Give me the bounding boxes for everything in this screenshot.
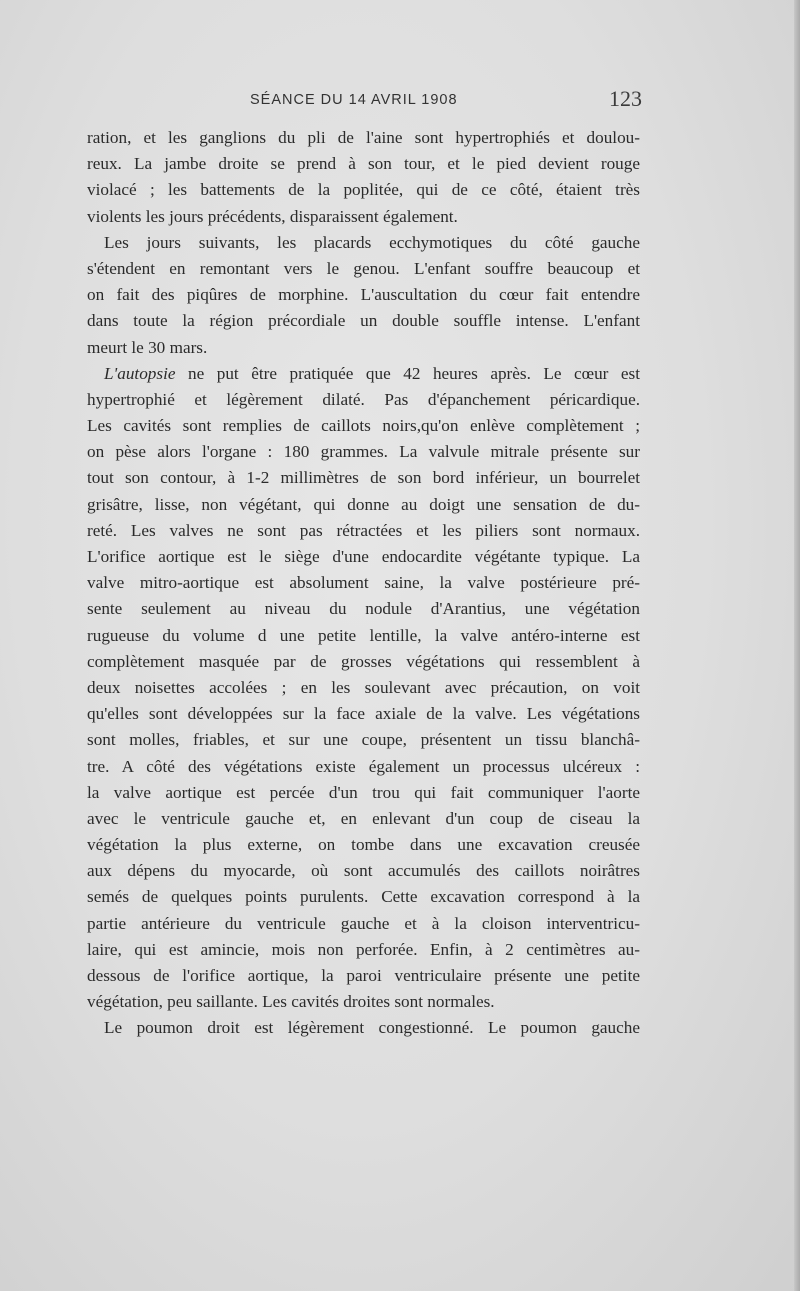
text-line: violents les jours précédents, disparaissent également. <box>87 206 458 226</box>
text-line: végétation, peu saillante. Les cavités droites sont normales. <box>87 992 495 1012</box>
text-line: sente seulement au niveau du nodule d'Arantius, une végétation <box>87 599 640 619</box>
text-line: Les cavités sont remplies de caillots noirs,qu'on enlève complètement ; <box>87 416 640 436</box>
text-line: deux noisettes accolées ; en les soulevant avec précaution, on voit <box>87 677 640 697</box>
text-line: aux dépens du myocarde, où sont accumulés des caillots noirâtres <box>87 861 640 881</box>
text-line: sont molles, friables, et sur une coupe, présentent un tissu blanchâ- <box>87 730 640 750</box>
text-line: s'étendent en remontant vers le genou. L'enfant souffre beaucoup et <box>87 258 640 278</box>
page-header <box>90 86 642 111</box>
text-line: dans toute la région précordiale un double souffle intense. L'enfant <box>87 311 640 331</box>
text-line: valve mitro-aortique est absolument saine, la valve postérieure pré- <box>87 573 640 593</box>
page-number: 123 <box>609 86 642 111</box>
page-edge-shadow <box>794 0 800 1291</box>
text-line: meurt le 30 mars. <box>87 337 208 357</box>
text-line: reté. Les valves ne sont pas rétractées et les piliers sont normaux. <box>87 520 640 540</box>
autopsie-rest: ne put être pratiquée que 42 heures après. Le cœur est <box>175 363 640 383</box>
text-line: ration, et les ganglions du pli de l'aine sont hypertrophiés et doulou- <box>87 128 640 147</box>
text-line: violacé ; les battements de la poplitée, qui de ce côté, étaient très <box>87 180 640 200</box>
text-line: on pèse alors l'organe : 180 grammes. La valvule mitrale présente sur <box>87 442 640 462</box>
running-head: SÉANCE DU 14 AVRIL 1908 <box>250 92 458 108</box>
text-line: tre. A côté des végétations existe également un processus ulcéreux : <box>87 756 640 776</box>
text-line: dessous de l'orifice aortique, la paroi ventriculaire présente une petite <box>87 966 640 985</box>
text-line: avec le ventricule gauche et, en enlevant d'un coup de ciseau la <box>87 808 640 828</box>
body-text <box>87 125 640 1042</box>
text-line-autopsie <box>87 361 640 387</box>
text-line: partie antérieure du ventricule gauche et à la cloison interventricu- <box>87 913 640 933</box>
autopsie-italic: L'autopsie <box>104 363 176 383</box>
text-line: qu'elles sont développées sur la face axiale de la valve. Les végétations <box>87 704 640 724</box>
text-line: végétation la plus externe, on tombe dans une excavation creusée <box>87 835 640 855</box>
text-line: laire, qui est amincie, mois non perforée. Enfin, à 2 centimètres au- <box>87 939 640 959</box>
text-line: on fait des piqûres de morphine. L'auscultation du cœur fait entendre <box>87 285 640 305</box>
text-line: complètement masquée par de grosses végétations qui ressemblent à <box>87 651 640 671</box>
text-line: la valve aortique est percée d'un trou qui fait communiquer l'aorte <box>87 782 640 802</box>
text-line: Les jours suivants, les placards ecchymotiques du côté gauche <box>104 232 640 252</box>
text-line: semés de quelques points purulents. Cette excavation correspond à la <box>87 887 640 907</box>
text-line: L'orifice aortique est le siège d'une endocardite végétante typique. La <box>87 547 640 566</box>
text-line: hypertrophié et légèrement dilaté. Pas d'épanchement péricardique. <box>87 389 640 409</box>
text-line: reux. La jambe droite se prend à son tour, et le pied devient rouge <box>87 154 640 174</box>
text-line: tout son contour, à 1-2 millimètres de son bord inférieur, un bourrelet <box>87 468 640 488</box>
text-line: rugueuse du volume d une petite lentille, la valve antéro-interne est <box>87 625 640 645</box>
text-line: grisâtre, lisse, non végétant, qui donne au doigt une sensation de du- <box>87 494 640 514</box>
text-line: Le poumon droit est légèrement congestionné. Le poumon gauche <box>104 1018 640 1038</box>
